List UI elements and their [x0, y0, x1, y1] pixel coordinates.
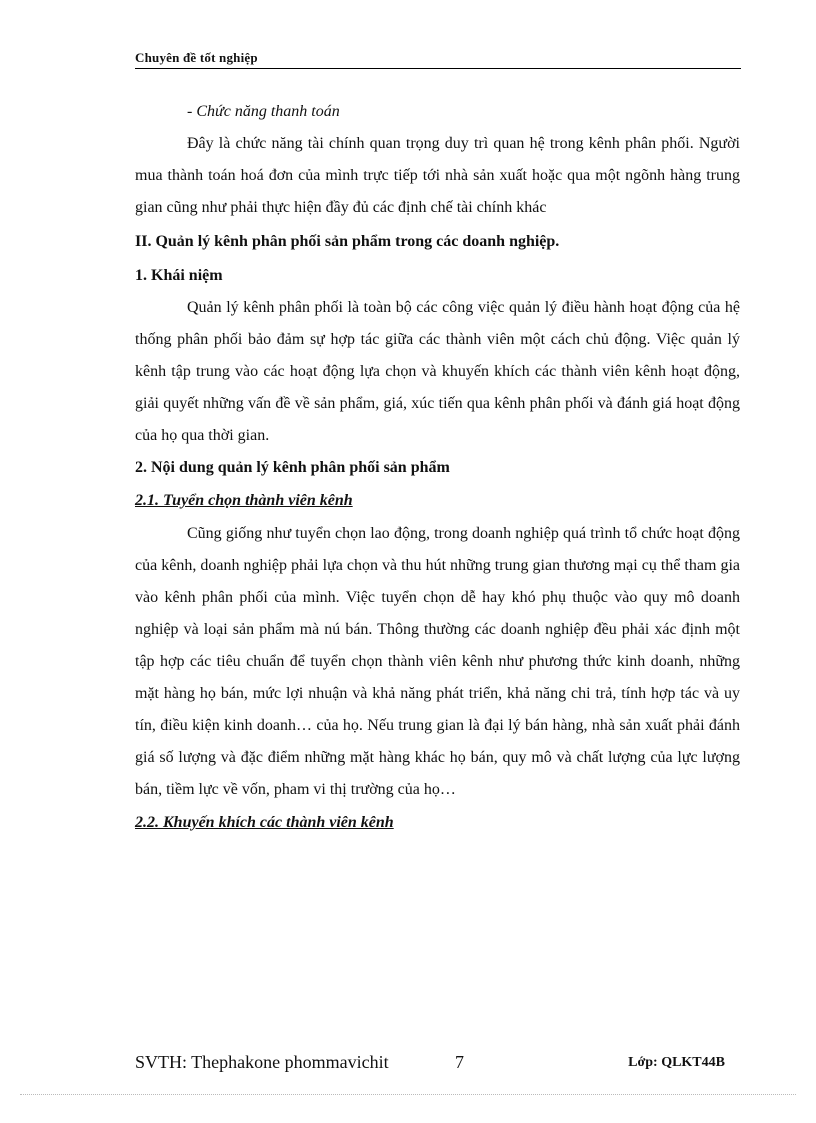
selection-paragraph: Cũng giống như tuyển chọn lao động, trong doanh nghiệp quá trình tổ chức hoạt động của kênh, doanh nghiệp phải lựa chọn và thu hút những trung gian thương mại cụ thể tham gia vào kênh phân phối của mình. Việc tuyển chọn dễ hay khó phụ thuộc vào quy mô doanh nghiệp và loại sản phẩm mà nú bán. Thông thường các doanh nghiệp đều phải xác định một tập hợp các tiêu chuẩn để tuyển chọn thành viên kênh như phương thức kinh doanh, những mặt hàng họ bán, mức lợi nhuận và khả năng phát triển, khả năng chi trả, tính hợp tác và uy tín, điều kiện kinh doanh… của họ. Nếu trung gian là đại lý bán hàng, nhà sản xuất phải đánh giá số lượng và đặc điểm những mặt hàng khác họ bán, quy mô và chất lượng của lực lượng bán, tiềm lực về vốn, pham vi thị trường của họ…	[135, 525, 740, 798]
document-footer	[135, 1052, 735, 1076]
concept-heading: 1. Khái niệm	[135, 267, 223, 284]
payment-function-paragraph: Đây là chức năng tài chính quan trọng duy trì quan hệ trong kênh phân phối. Người mua thành toán hoá đơn của mình trực tiếp tới nhà sản xuất hoặc qua một ngõnh hàng trung gian cũng như phải thực hiện đầy đủ các định chế tài chính khác	[135, 135, 740, 216]
section-ii-heading: II. Quản lý kênh phân phối sản phẩm trong các doanh nghiệp.	[135, 233, 560, 250]
footer-class: Lớp: QLKT44B	[628, 1055, 725, 1070]
selection-subheading: 2.1. Tuyển chọn thành viên kênh	[135, 492, 353, 509]
content-heading: 2. Nội dung quản lý kênh phân phối sản phẩm	[135, 459, 450, 476]
payment-function-item: - Chức năng thanh toán	[187, 103, 340, 120]
header-title: Chuyên đề tốt nghiệp	[135, 50, 258, 65]
concept-paragraph: Quản lý kênh phân phối là toàn bộ các công việc quản lý điều hành hoạt động của hệ thống phân phối bảo đảm sự hợp tác giữa các thành viên một cách chủ động. Việc quản lý kênh tập trung vào các hoạt động lựa chọn và khuyến khích các thành viên kênh hoạt động, giải quyết những vấn đề về sản phẩm, giá, xúc tiến qua kênh phân phối và đánh giá hoạt động của họ qua thời gian.	[135, 299, 740, 444]
footer-student: SVTH: Thephakone phommavichit	[135, 1052, 389, 1072]
document-header	[135, 50, 741, 69]
page-bottom-divider	[20, 1094, 796, 1095]
motivation-subheading: 2.2. Khuyến khích các thành viên kênh	[135, 814, 394, 831]
page-number: 7	[455, 1052, 464, 1072]
document-body	[135, 96, 740, 840]
